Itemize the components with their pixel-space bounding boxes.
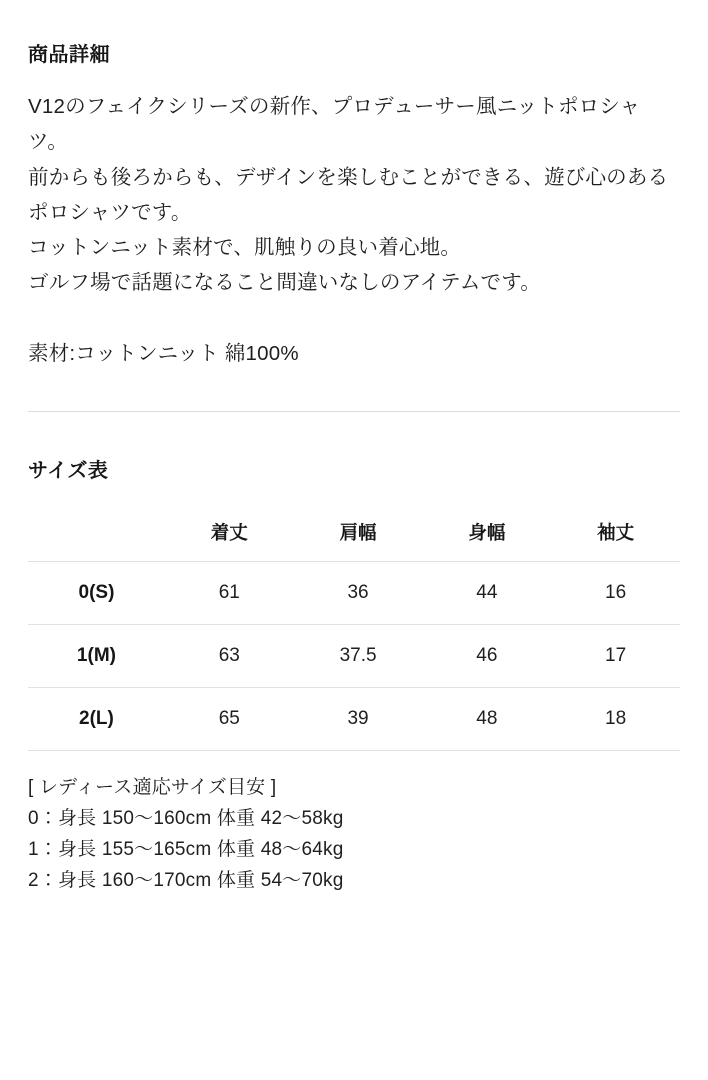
description-line: ゴルフ場で話題になること間違いなしのアイテムです。 <box>28 271 541 295</box>
table-row-label: 2(L) <box>79 708 114 730</box>
table-row <box>28 688 680 751</box>
material-text: 素材:コットンニット 綿100% <box>28 341 299 365</box>
fit-guide-line: 0：身長 150〜160cm 体重 42〜58kg <box>28 808 344 830</box>
fit-guide-line: 1：身長 155〜165cm 体重 48〜64kg <box>28 838 344 860</box>
size-chart-heading: サイズ表 <box>28 460 109 483</box>
table-row-label: 1(M) <box>76 645 116 667</box>
size-table-body <box>28 562 680 751</box>
table-row-label: 0(S) <box>78 582 115 604</box>
table-header-row <box>28 505 680 562</box>
table-cell: 63 <box>218 645 240 667</box>
table-cell: 48 <box>476 708 498 730</box>
table-cell: 44 <box>476 582 498 604</box>
table-cell: 61 <box>218 582 240 604</box>
table-column-header: 肩幅 <box>339 522 377 544</box>
table-cell: 46 <box>476 645 498 667</box>
table-column-header <box>28 505 165 562</box>
fit-guide <box>28 773 680 896</box>
table-row <box>28 562 680 625</box>
table-cell: 65 <box>218 708 240 730</box>
table-cell: 37.5 <box>339 645 377 667</box>
table-cell: 18 <box>605 708 627 730</box>
table-cell: 36 <box>347 582 369 604</box>
table-row <box>28 625 680 688</box>
section-divider <box>28 411 680 412</box>
size-table <box>28 505 680 751</box>
product-detail-heading: 商品詳細 <box>28 44 110 66</box>
fit-guide-title: [ レディース適応サイズ目安 ] <box>28 777 277 799</box>
table-cell: 17 <box>605 645 627 667</box>
table-column-header: 袖丈 <box>597 522 635 544</box>
fit-guide-line: 2：身長 160〜170cm 体重 54〜70kg <box>28 869 344 891</box>
table-column-header: 着丈 <box>210 522 248 544</box>
size-table-head <box>28 505 680 562</box>
description-line: コットンニット素材で、肌触りの良い着心地。 <box>28 236 462 259</box>
table-cell: 39 <box>347 708 369 730</box>
table-column-header: 身幅 <box>468 522 506 544</box>
product-description <box>28 89 680 301</box>
table-cell: 16 <box>605 582 627 604</box>
description-line: 前からも後ろからも、デザインを楽しむことができる、遊び心のあるポロシャツです。 <box>28 165 669 224</box>
description-line: V12のフェイクシリーズの新作、プロデューサー風ニットポロシャツ。 <box>28 95 641 154</box>
size-chart-section <box>28 454 680 896</box>
